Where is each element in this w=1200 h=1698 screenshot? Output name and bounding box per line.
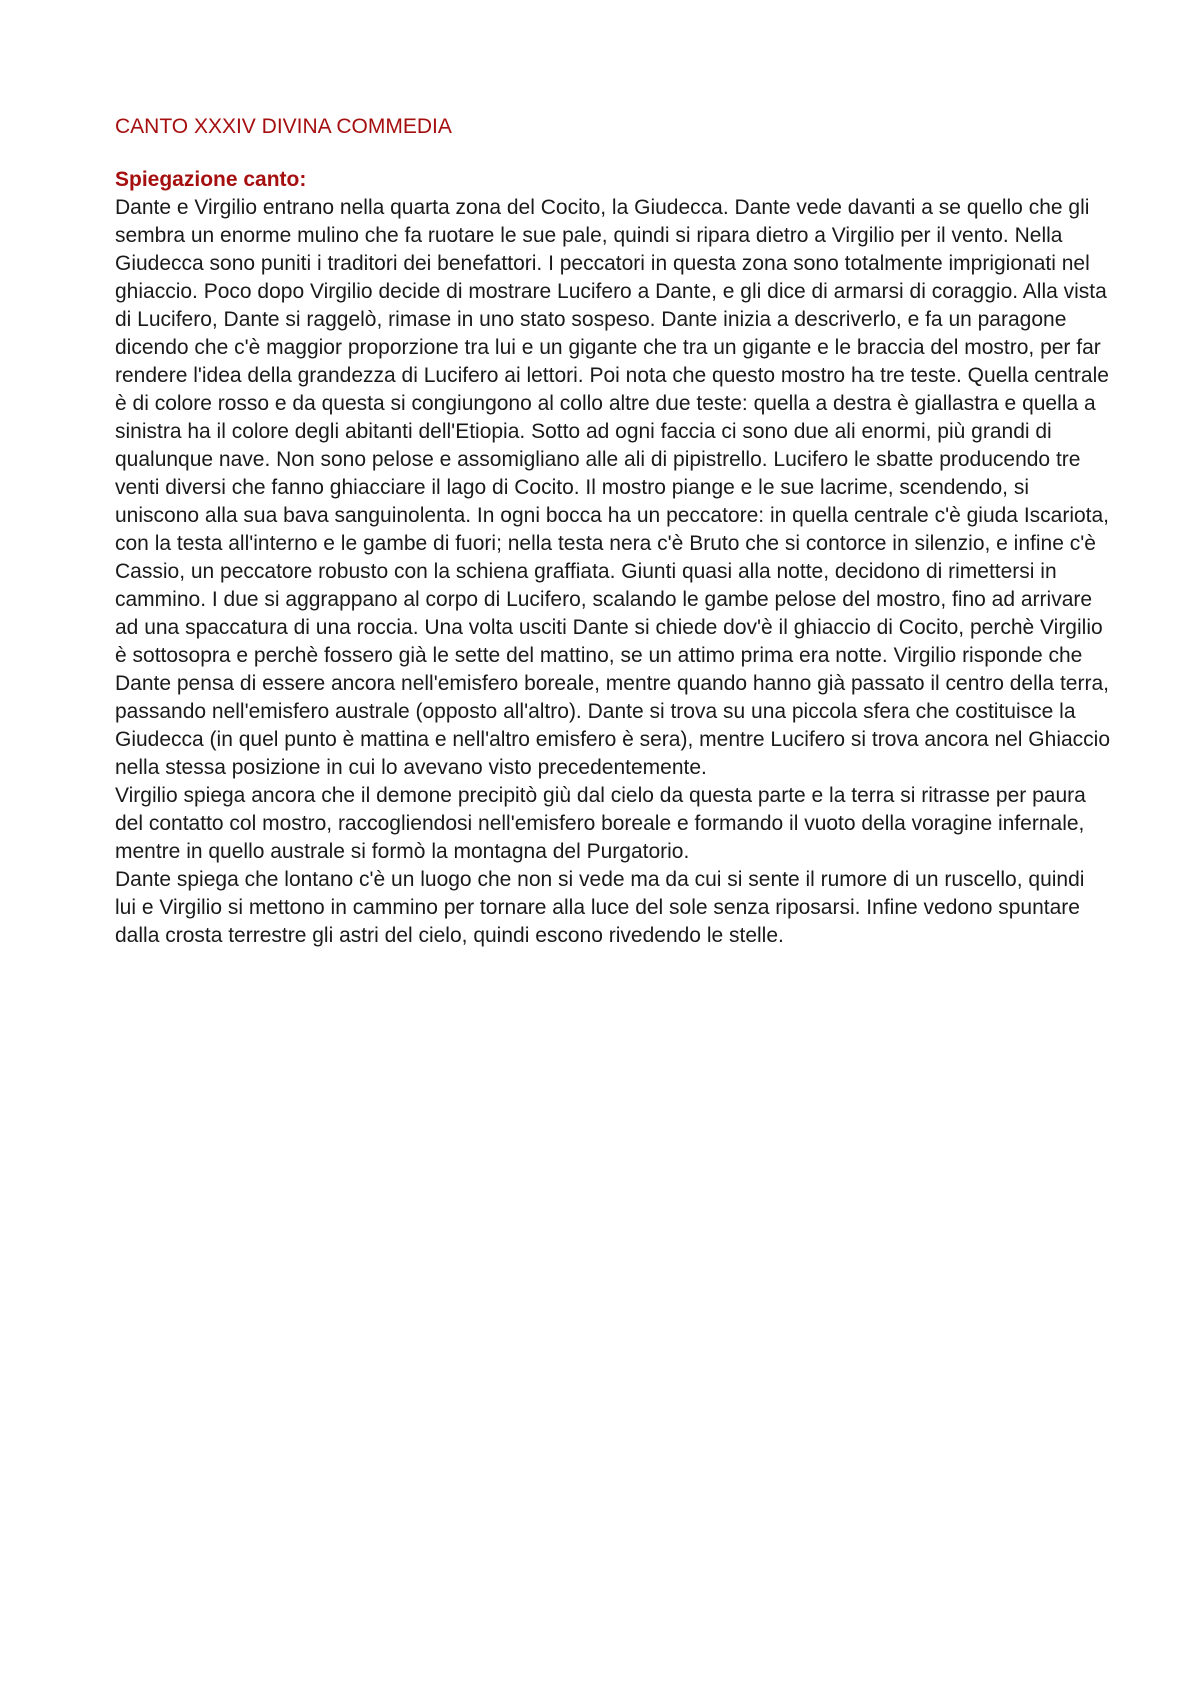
document-content — [115, 113, 1110, 950]
paragraph-main: Dante e Virgilio entrano nella quarta zona del Cocito, la Giudecca. Dante vede davanti a se quello che gli sembra un enorme mulino che fa ruotare le sue pale, quindi si ripara dietro a Virgilio per il vento. Nella Giudecca sono puniti i traditori dei benefattori. I peccatori in questa zona sono totalmente imprigionati nel ghiaccio. Poco dopo Virgilio decide di mostrare Lucifero a Dante, e gli dice di armarsi di coraggio. Alla vista di Lucifero, Dante si raggelò, rimase in uno stato sospeso. Dante inizia a descriverlo, e fa un paragone dicendo che c'è maggior proporzione tra lui e un gigante che tra un gigante e le braccia del mostro, per far rendere l'idea della grandezza di Lucifero ai lettori. Poi nota che questo mostro ha tre teste. Quella centrale è di colore rosso e da questa si congiungono al collo altre due teste: quella a destra è giallastra e quella a sinistra ha il colore degli abitanti dell'Etiopia. Sotto ad ogni faccia ci sono due ali enormi, più grandi di qualunque nave. Non sono pelose e assomigliano alle ali di pipistrello. Lucifero le sbatte producendo tre venti diversi che fanno ghiacciare il lago di Cocito. Il mostro piange e le sue lacrime, scendendo, si uniscono alla sua bava sanguinolenta. In ogni bocca ha un peccatore: in quella centrale c'è giuda Iscariota, con la testa all'interno e le gambe di fuori; nella testa nera c'è Bruto che si contorce in silenzio, e infine c'è Cassio, un peccatore robusto con la schiena graffiata. Giunti quasi alla notte, decidono di rimettersi in cammino. I due si aggrappano al corpo di Lucifero, scalando le gambe pelose del mostro, fino ad arrivare ad una spaccatura di una roccia. Una volta usciti Dante si chiede dov'è il ghiaccio di Cocito, perchè Virgilio è sottosopra e perchè fossero già le sette del mattino, se un attimo prima era notte. Virgilio risponde che Dante pensa di essere ancora nell'emisfero boreale, mentre quando hanno già passato il centro della terra, passando nell'emisfero australe (opposto all'altro). Dante si trova su una piccola sfera che costituisce la Giudecca (in quel punto è mattina e nell'altro emisfero è sera), mentre Lucifero si trova ancora nel Ghiaccio nella stessa posizione in cui lo avevano visto precedentemente. — [115, 196, 1111, 779]
section-heading: Spiegazione canto: — [115, 168, 307, 191]
document-title: CANTO XXXIV DIVINA COMMEDIA — [115, 115, 452, 138]
paragraph-conclusion: Dante spiega che lontano c'è un luogo che non si vede ma da cui si sente il rumore di un ruscello, quindi lui e Virgilio si mettono in cammino per tornare alla luce del sole senza riposarsi. Infine vedono spuntare dalla crosta terrestre gli astri del cielo, quindi escono rivedendo le stelle. — [115, 868, 1085, 947]
paragraph-virgilio: Virgilio spiega ancora che il demone precipitò giù dal cielo da questa parte e la terra si ritrasse per paura del contatto col mostro, raccogliendosi nell'emisfero boreale e formando il vuoto della voragine infernale, mentre in quello australe si formò la montagna del Purgatorio. — [115, 784, 1086, 863]
